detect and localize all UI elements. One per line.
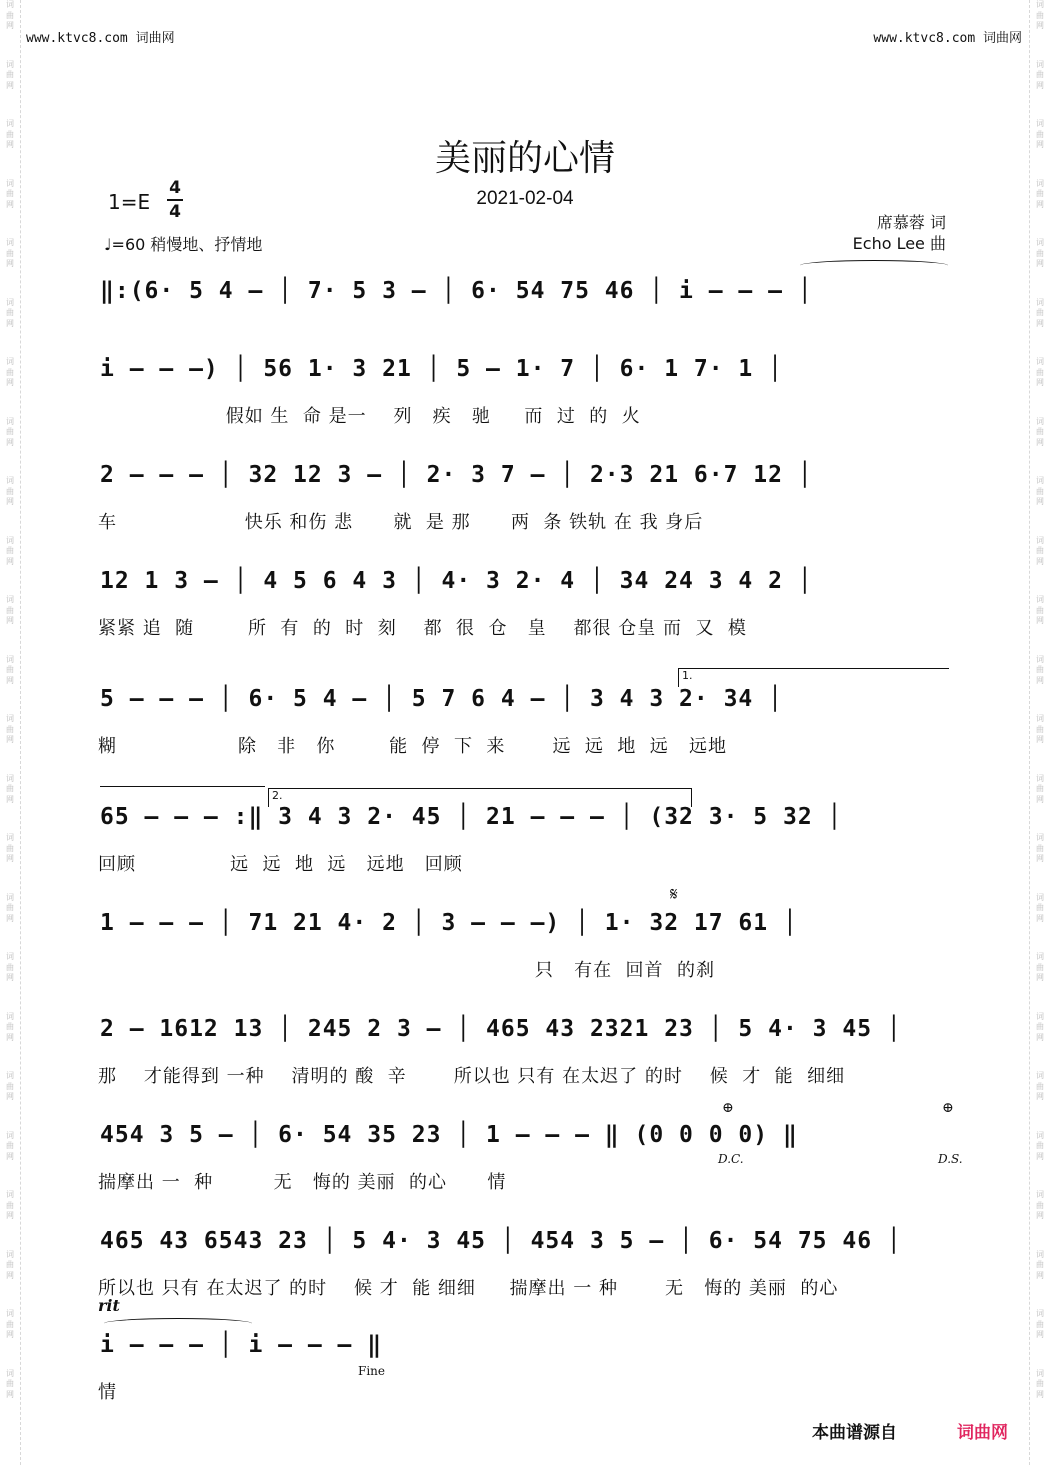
watermark-text: 词 曲 网 bbox=[6, 119, 14, 149]
watermark-text: 词 曲 网 bbox=[6, 1249, 14, 1280]
score-row bbox=[98, 804, 950, 875]
watermark-text: 词 曲 网 bbox=[1036, 535, 1044, 566]
dc-mark: D.C. bbox=[718, 1152, 744, 1166]
left-watermark-strip bbox=[0, 0, 21, 1465]
watermark-text: 词 曲 网 bbox=[6, 357, 14, 387]
notes-line: 12 1 3 – │ 4 5 6 4 3 │ 4· 3 2· 4 │ 34 24 3 4 2 │ bbox=[100, 568, 813, 594]
watermark-text: 词 曲 网 bbox=[6, 476, 14, 506]
watermark-text: 词 曲 网 bbox=[1036, 119, 1044, 149]
score-row bbox=[98, 356, 950, 427]
fine-mark: Fine bbox=[358, 1364, 385, 1378]
key-signature: 1=E bbox=[108, 190, 151, 214]
lyrics-line: 揣摩出 一 种 无 悔的 美丽 的心 情 bbox=[98, 1172, 507, 1193]
lyrics-line: 情 bbox=[98, 1382, 117, 1403]
volta-1-bracket bbox=[678, 668, 949, 687]
watermark-text: 词 曲 网 bbox=[1036, 1011, 1044, 1042]
footer-source: 本曲谱源自 bbox=[812, 1423, 897, 1443]
watermark-text: 词 曲 网 bbox=[6, 59, 14, 90]
notes-line: i – – – │ i – – – ‖ bbox=[100, 1332, 383, 1358]
volta-1-continued bbox=[100, 786, 265, 805]
lyrics-line: 只 有在 回首 的刹 bbox=[98, 960, 715, 981]
watermark-text: 词 曲 网 bbox=[1036, 297, 1044, 328]
score-row bbox=[98, 568, 950, 639]
lyrics-line: 回顾 远 远 地 远 远地 回顾 bbox=[98, 854, 463, 875]
song-title: 美丽的心情 bbox=[434, 137, 615, 178]
notes-line: ‖:(6· 5 4 – │ 7· 5 3 – │ 6· 54 75 46 │ i – – – │ bbox=[100, 278, 813, 304]
watermark-text: 词 曲 网 bbox=[1036, 238, 1044, 268]
watermark-text: 词 曲 网 bbox=[6, 1309, 14, 1339]
notes-line: 65 – – – :‖ 3 4 3 2· 45 │ 21 – – – │ (32 3· 5 32 │ bbox=[100, 804, 843, 830]
watermark-text: 词 曲 网 bbox=[1036, 476, 1044, 506]
watermark-text: 词 曲 网 bbox=[1036, 357, 1044, 387]
credits bbox=[853, 212, 946, 254]
volta-2-bracket bbox=[268, 788, 692, 807]
song-date: 2021-02-04 bbox=[476, 188, 574, 209]
watermark-text: 词 曲 网 bbox=[6, 0, 14, 30]
volta-1-label: 1. bbox=[682, 669, 693, 682]
watermark-text: 词 曲 网 bbox=[6, 833, 14, 863]
ds-mark: D.S. bbox=[938, 1152, 963, 1166]
watermark-text: 词 曲 网 bbox=[6, 1011, 14, 1042]
watermark-text: 词 曲 网 bbox=[1036, 1071, 1044, 1101]
watermark-text: 词 曲 网 bbox=[6, 595, 14, 625]
lyrics-line: 假如 生 命 是一 列 疾 驰 而 过 的 火 bbox=[98, 406, 641, 427]
score-row bbox=[98, 1016, 950, 1087]
lyrics-line: 所以也 只有 在太迟了 的时 候 才 能 细细 揣摩出 一 种 无 悔的 美丽 的心 bbox=[98, 1278, 839, 1299]
time-bottom: 4 bbox=[169, 202, 181, 222]
score-row bbox=[98, 686, 950, 757]
watermark-text: 词 曲 网 bbox=[1036, 0, 1044, 30]
score-row bbox=[100, 278, 950, 318]
watermark-text: 词 曲 网 bbox=[6, 714, 14, 744]
lyricist: 席慕蓉 词 bbox=[876, 213, 946, 232]
lyrics-line: 糊 除 非 你 能 停 下 来 远 远 地 远 远地 bbox=[98, 736, 727, 757]
lyrics-line: 紧紧 追 随 所 有 的 时 刻 都 很 仓 皇 都很 仓皇 而 又 模 bbox=[98, 618, 747, 639]
notes-line: 454 3 5 – │ 6· 54 35 23 │ 1 – – – ‖ (0 0 0 0) ‖ bbox=[100, 1122, 798, 1148]
watermark-text: 词 曲 网 bbox=[1036, 595, 1044, 625]
segno-mark: 𝄋 bbox=[670, 884, 678, 905]
watermark-text: 词 曲 网 bbox=[6, 654, 14, 685]
footer-site-link[interactable]: 词曲网 bbox=[957, 1423, 1008, 1443]
notes-line: 1 – – – │ 71 21 4· 2 │ 3 – – –) │ 1· 32 17 61 │ bbox=[100, 910, 798, 936]
watermark-text: 词 曲 网 bbox=[6, 1368, 14, 1399]
watermark-text: 词 曲 网 bbox=[1036, 416, 1044, 447]
coda-mark-2: ⊕ bbox=[942, 1100, 954, 1116]
notes-line: 5 – – – │ 6· 5 4 – │ 5 7 6 4 – │ 3 4 3 2· 34 │ bbox=[100, 686, 783, 712]
watermark-text: 词 曲 网 bbox=[1036, 714, 1044, 744]
lyrics-line: 那 才能得到 一种 清明的 酸 辛 所以也 只有 在太迟了 的时 候 才 能 细细 bbox=[98, 1066, 846, 1087]
watermark-text: 词 曲 网 bbox=[6, 1190, 14, 1220]
time-top: 4 bbox=[169, 178, 181, 198]
site-url-left[interactable]: www.ktvc8.com 词曲网 bbox=[26, 31, 175, 46]
watermark-text: 词 曲 网 bbox=[1036, 1190, 1044, 1220]
notes-line: i – – –) │ 56 1· 3 21 │ 5 – 1· 7 │ 6· 1 7· 1 │ bbox=[100, 356, 783, 382]
watermark-text: 词 曲 网 bbox=[6, 892, 14, 923]
watermark-text: 词 曲 网 bbox=[6, 238, 14, 268]
time-signature bbox=[167, 178, 183, 222]
notes-line: 2 – – – │ 32 12 3 – │ 2· 3 7 – │ 2·3 21 6·7 12 │ bbox=[100, 462, 813, 488]
notes-line: 465 43 6543 23 │ 5 4· 3 45 │ 454 3 5 – │ 6· 54 75 46 │ bbox=[100, 1228, 902, 1254]
score-row bbox=[98, 1332, 950, 1403]
watermark-text: 词 曲 网 bbox=[1036, 833, 1044, 863]
rit-mark: rit bbox=[98, 1296, 120, 1315]
site-url-right[interactable]: www.ktvc8.com 词曲网 bbox=[873, 31, 1022, 46]
score-row bbox=[98, 1228, 950, 1299]
score-row bbox=[98, 910, 950, 981]
watermark-text: 词 曲 网 bbox=[1036, 1368, 1044, 1399]
right-watermark-strip bbox=[1029, 0, 1050, 1465]
watermark-text: 词 曲 网 bbox=[1036, 654, 1044, 685]
watermark-text: 词 曲 网 bbox=[1036, 1309, 1044, 1339]
volta-2-label: 2. bbox=[272, 789, 283, 802]
notes-line: 2 – 1612 13 │ 245 2 3 – │ 465 43 2321 23 │ 5 4· 3 45 │ bbox=[100, 1016, 902, 1042]
watermark-text: 词 曲 网 bbox=[1036, 773, 1044, 804]
watermark-text: 词 曲 网 bbox=[6, 178, 14, 209]
lyrics-line: 车 快乐 和伤 悲 就 是 那 两 条 铁轨 在 我 身后 bbox=[98, 512, 704, 533]
watermark-text: 词 曲 网 bbox=[1036, 178, 1044, 209]
watermark-text: 词 曲 网 bbox=[6, 1071, 14, 1101]
watermark-text: 词 曲 网 bbox=[6, 1130, 14, 1161]
watermark-text: 词 曲 网 bbox=[6, 297, 14, 328]
watermark-text: 词 曲 网 bbox=[6, 773, 14, 804]
slur-tie-2 bbox=[104, 1318, 252, 1329]
watermark-text: 词 曲 网 bbox=[6, 416, 14, 447]
watermark-text: 词 曲 网 bbox=[6, 535, 14, 566]
watermark-text: 词 曲 网 bbox=[6, 952, 14, 982]
watermark-text: 词 曲 网 bbox=[1036, 952, 1044, 982]
watermark-text: 词 曲 网 bbox=[1036, 59, 1044, 90]
composer: Echo Lee 曲 bbox=[852, 234, 946, 253]
slur-tie-1 bbox=[800, 260, 948, 271]
score-row bbox=[98, 1122, 950, 1193]
watermark-text: 词 曲 网 bbox=[1036, 1249, 1044, 1280]
tempo-marking: ♩=60 稍慢地、抒情地 bbox=[104, 235, 263, 254]
coda-mark-1: ⊕ bbox=[722, 1100, 734, 1116]
watermark-text: 词 曲 网 bbox=[1036, 1130, 1044, 1161]
watermark-text: 词 曲 网 bbox=[1036, 892, 1044, 923]
score-row bbox=[98, 462, 950, 533]
